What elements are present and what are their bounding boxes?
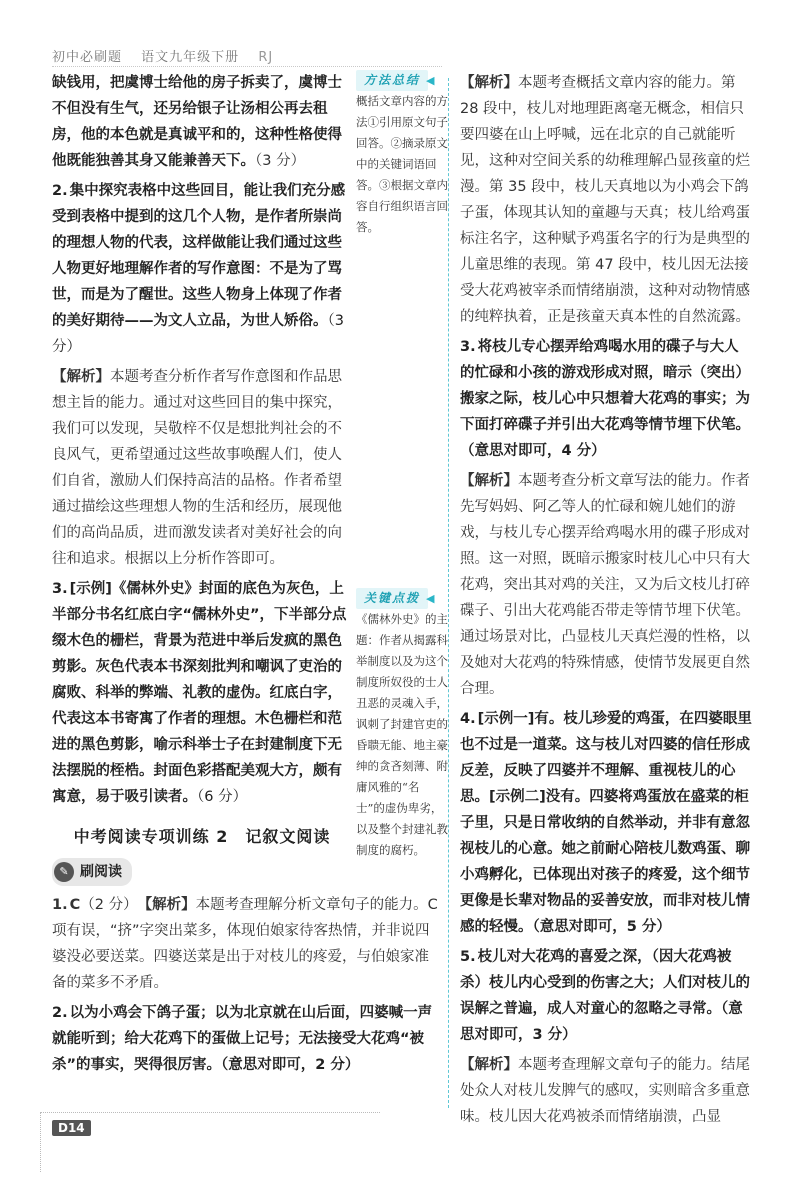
header-rule [52, 66, 442, 67]
book-name: 初中必刷题 [52, 50, 123, 65]
reading-answer-1: 1. C（2 分） 【解析】本题考查理解分析文章句子的能力。C 项有误，“挤”字突出菜多，体现伯娘家待客热情，并非说四婆没必要送菜。四婆送菜是出于对枝儿的疼爱，与伯娘家准备的菜多不矛盾。 [52, 897, 438, 991]
right-column [460, 70, 752, 1134]
subject-name: 语文九年级下册 [141, 50, 240, 65]
method-sidebar [356, 70, 448, 238]
key-point-heading: 关键点拨 [356, 588, 428, 609]
key-point-text: 《儒林外史》的主题：作者从揭露科举制度以及为这个制度所奴役的士人丑恶的灵魂入手，讽刺了封建官吏的昏聩无能、地主豪绅的贪吝刻薄、附庸风雅的“名士”的虚伪卑劣，以及整个封建礼教制度的腐朽。 [356, 612, 448, 857]
answer-3: 3. [示例]《儒林外史》封面的底色为灰色，上半部分书名红底白字“儒林外史”，下半部分点缀木色的栅栏，背景为范进中举后发疯的黑色剪影。灰色代表本书深刻批判和嘲讽了吏治的腐败、科举的弊端、礼教的虚伪。红底白字，代表这本书寄寓了作者的理想。木色栅栏和范进的黑色剪影，喻示科举士子在封建制度下无法摆脱的桎梏。封面色彩搭配美观大方，颇有寓意，易于吸引读者。（6 分） [52, 581, 347, 805]
reading-answer-3-explanation: 【解析】本题考查分析文章写法的能力。作者先写妈妈、阿乙等人的忙碌和婉儿她们的游戏，与枝儿专心摆弄给鸡喝水用的碟子形成对照。这一对照，既暗示搬家时枝儿心中只有大花鸡，突出其对鸡的关注，又为后文枝儿打碎碟子、引出大花鸡能否带走等情节埋下伏笔。通过场景对比，凸显枝儿天真烂漫的性格，以及她对大花鸡的特殊情感，使情节发展更自然合理。 [460, 473, 750, 697]
reading-answer-5: 5. 枝儿对大花鸡的喜爱之深，（因大花鸡被杀）枝儿内心受到的伤害之大；人们对枝儿的误解之普遍，成人对童心的忽略之寻常。（意思对即可，3 分） [460, 949, 750, 1043]
reading-answer-3: 3. 将枝儿专心摆弄给鸡喝水用的碟子与大人的忙碌和小孩的游戏形成对照，暗示（突出）搬家之际，枝儿心中只想着大花鸡的事实；为下面打碎碟子并引出大花鸡等情节埋下伏笔。（意思对即可，4 分） [460, 339, 750, 459]
answer-2-explanation: 【解析】本题考查分析作者写作意图和作品思想主旨的能力。通过对这些回目的集中探究，我们可以发现，吴敬梓不仅是想批判社会的不良风气，更希望通过这些故事唤醒人们，使人们自省，激励人们保持高洁的品格。作者希望通过描绘这些理想人物的生活和经历，展现他们的高尚品质，进而激发读者对美好社会的向往和追求。根据以上分析作答即可。 [52, 369, 342, 567]
reading-badge: ✎ 刷阅读 [52, 858, 132, 886]
arrow-icon: ◀ [426, 592, 435, 605]
answer-continuation: 缺钱用，把虞博士给他的房子拆卖了，虞博士不但没有生气，还另给银子让汤相公再去租房，他的本色就是真诚平和的，这种性格使得他既能独善其身又能兼善天下。（3 分） [52, 75, 342, 169]
bottom-dots [40, 1112, 380, 1113]
column-divider [448, 78, 451, 1108]
reading-answer-5-explanation: 【解析】本题考查理解文章句子的能力。结尾处众人对枝儿发脾气的感叹，实则暗含多重意味。枝儿因大花鸡被杀而情绪崩溃，凸显 [460, 1057, 750, 1125]
reading-answer-4: 4. [示例一]有。枝儿珍爱的鸡蛋，在四婆眼里也不过是一道菜。这与枝儿对四婆的信任形成反差，反映了四婆并不理解、重视枝儿的心思。[示例二]没有。四婆将鸡蛋放在盛菜的柜子里，只是日常收纳的自然举动，并非有意忽视枝儿的心意。她之前耐心陪枝儿数鸡蛋、聊小鸡孵化，已体现出对孩子的疼爱，这个细节更像是长辈对物品的妥善安放，而非对枝儿情感的轻慢。（意思对即可，5 分） [460, 711, 752, 935]
section-title: 中考阅读专项训练 2 记叙文阅读 [73, 827, 331, 846]
reading-answer-2: 2. 以为小鸡会下鸽子蛋；以为北京就在山后面，四婆喊一声就能听到；给大花鸡下的蛋做上记号；无法接受大花鸡“被杀”的事实，哭得很厉害。（意思对即可，2 分） [52, 1005, 433, 1073]
pen-icon: ✎ [54, 862, 74, 882]
page-number: D14 [52, 1120, 91, 1136]
corner-dots [40, 1112, 41, 1172]
edition-label: RJ [258, 50, 274, 65]
key-sidebar [356, 588, 448, 861]
method-summary-heading: 方法总结 [356, 70, 428, 91]
arrow-icon: ◀ [426, 74, 435, 87]
page-header [52, 46, 287, 65]
reading-answer-2-explanation: 【解析】本题考查概括文章内容的能力。第 28 段中，枝儿对地理距离毫无概念，相信只要四婆在山上呼喊，远在北京的自己就能听见，这种对空间关系的幼稚理解凸显孩童的烂漫。第 35 段中，枝儿天真地以为小鸡会下鸽子蛋，体现其认知的童趣与天真；枝儿给鸡蛋标注名字，这种赋予鸡蛋名字的行为是典型的儿童思维的表现。第 47 段中，枝儿因无法接受大花鸡被宰杀而情绪崩溃，这种对动物情感的纯粹执着，正是孩童天真本性的自然流露。 [460, 75, 750, 325]
answer-2: 2. 集中探究表格中这些回目，能让我们充分感受到表格中提到的这几个人物，是作者所崇尚的理想人物的代表，这样做能让我们通过这些人物更好地理解作者的写作意图：不是为了骂世，而是为了醒世。这些人物身上体现了作者的美好期待——为文人立品，为世人矫俗。（3 分） [52, 183, 346, 355]
method-summary-text: 概括文章内容的方法①引用原文句子回答。②摘录原文中的关键词语回答。③根据文章内容自行组织语言回答。 [356, 94, 448, 234]
